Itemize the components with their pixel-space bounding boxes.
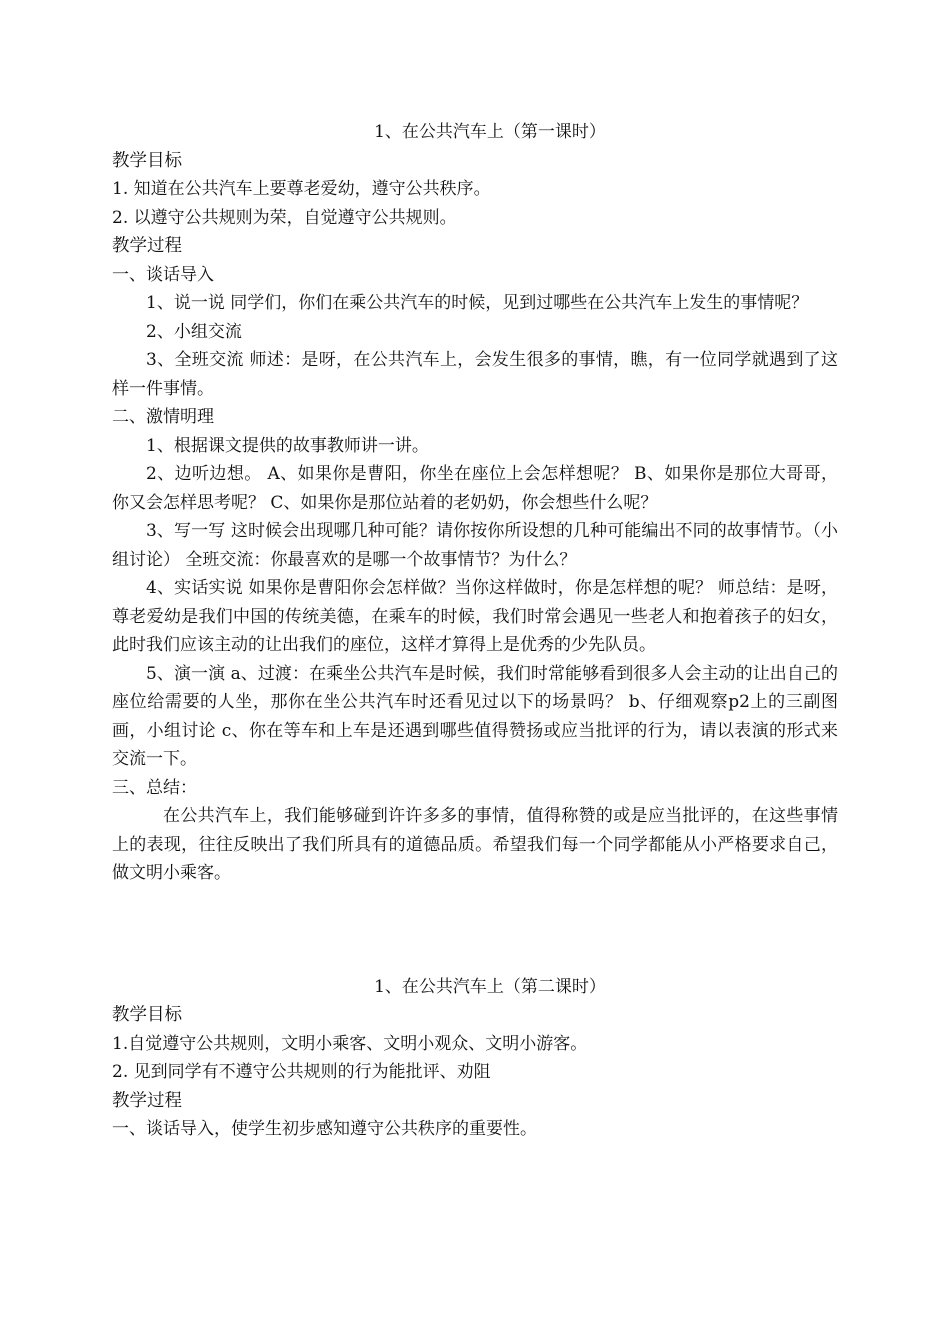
document-page: [112, 118, 838, 1144]
lesson1-goal-2: 2. 以遵守公共规则为荣，自觉遵守公共规则。: [112, 207, 457, 228]
lesson1-section1-item-1: 1、说一说 同学们，你们在乘公共汽车的时候，见到过哪些在公共汽车上发生的事情呢？: [146, 293, 809, 313]
lesson1-section2-item-4: 4、实话实说 如果你是曹阳你会怎样做？当你这样做时，你是怎样想的呢？ 师总结：是呀，尊老爱幼是我们中国的传统美德，在乘车的时候，我们时常会遇见一些老人和抱着孩子的妇女，此时我们应该主动的让出我们的座位，这样才算得上是优秀的少先队员。: [112, 578, 838, 655]
lesson2-goal-1: 1.自觉遵守公共规则，文明小乘客、文明小观众、文明小游客。: [112, 1033, 588, 1054]
lesson1-section1-item-3: 3、全班交流 师述：是呀，在公共汽车上，会发生很多的事情，瞧，有一位同学就遇到了这样一件事情。: [112, 350, 838, 399]
lesson1-section3-text: 在公共汽车上，我们能够碰到许许多多的事情，值得称赞的或是应当批评的，在这些事情上的表现，往往反映出了我们所具有的道德品质。希望我们每一个同学都能从小严格要求自己，做文明小乘客。: [112, 806, 838, 883]
lesson1-process-heading: 教学过程: [112, 236, 182, 256]
lesson1-title: 1、在公共汽车上（第一课时）: [374, 122, 606, 142]
lesson2-process-heading: 教学过程: [112, 1090, 182, 1111]
lesson1-section2-item-3: 3、写一写 这时候会出现哪几种可能？请你按你所设想的几种可能编出不同的故事情节。（小组讨论） 全班交流：你最喜欢的是哪一个故事情节？为什么？: [112, 521, 838, 570]
lesson1-section3-heading: 三、总结：: [112, 777, 197, 798]
lesson1-section1-heading: 一、谈话导入: [112, 264, 214, 285]
lesson1-section2-item-5: 5、演一演 a、过渡：在乘坐公共汽车是时候，我们时常能够看到很多人会主动的让出自己的座位给需要的人坐，那你在坐公共汽车时还看见过以下的场景吗？ b、仔细观察p2上的三副图画，小组讨论 c、你在等车和上车是还遇到哪些值得赞扬或应当批评的行为，请以表演的形式来交流一下。: [112, 663, 838, 769]
lesson1-goals-heading: 教学目标: [112, 150, 182, 171]
lesson2-goal-2: 2. 见到同学有不遵守公共规则的行为能批评、劝阻: [112, 1062, 491, 1082]
lesson1-section2-item-2: 2、边听边想。 A、如果你是曹阳，你坐在座位上会怎样想呢？ B、如果你是那位大哥哥，你又会怎样思考呢？ C、如果你是那位站着的老奶奶，你会想些什么呢？: [112, 464, 838, 513]
lesson1-section1-item-2: 2、小组交流: [146, 321, 242, 342]
lesson-separator: [112, 888, 838, 973]
lesson1-section2-heading: 二、激情明理: [112, 407, 214, 427]
lesson1-section2-item-1: 1、根据课文提供的故事教师讲一讲。: [146, 435, 429, 456]
lesson2-goals-heading: 教学目标: [112, 1005, 182, 1025]
lesson2-section1-heading: 一、谈话导入，使学生初步感知遵守公共秩序的重要性。: [112, 1119, 537, 1139]
lesson1-goal-1: 1. 知道在公共汽车上要尊老爱幼，遵守公共秩序。: [112, 179, 491, 199]
lesson2-title: 1、在公共汽车上（第二课时）: [374, 976, 606, 997]
